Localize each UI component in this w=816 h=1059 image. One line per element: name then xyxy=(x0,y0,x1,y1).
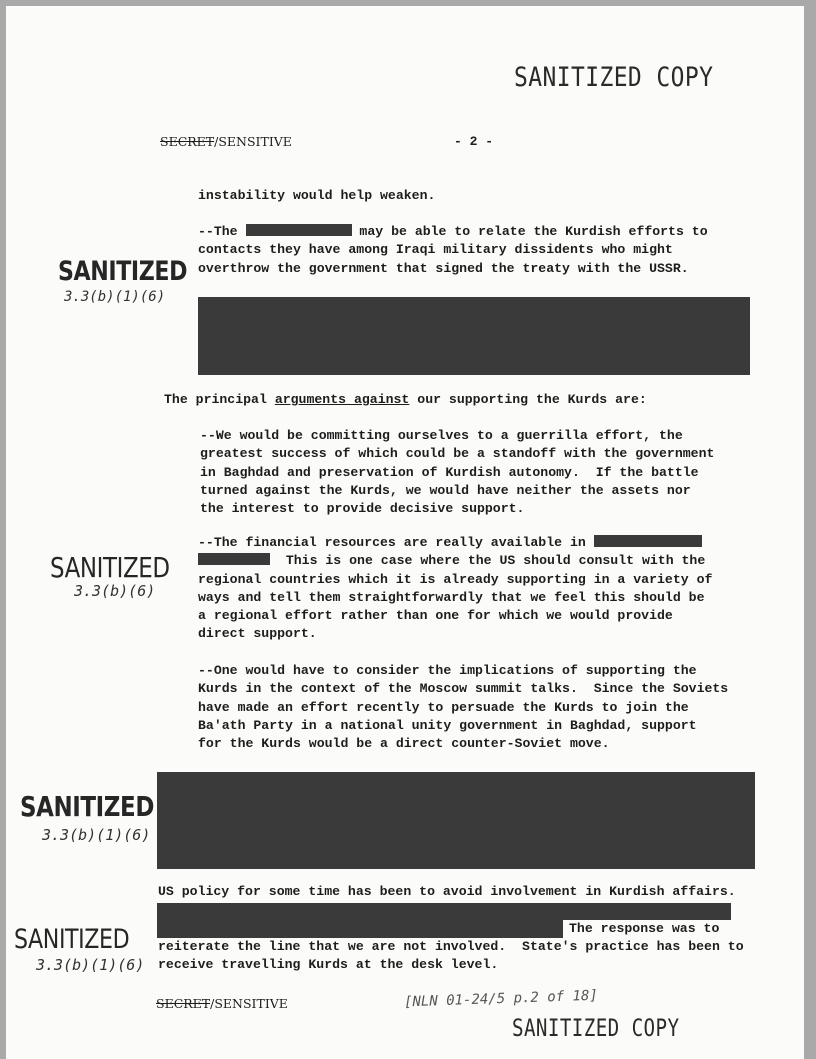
text-span: The principal xyxy=(164,392,267,407)
text-span: may be able to relate the Kurdish efforts to xyxy=(359,224,708,239)
text-span: greatest success of which could be a standoff with the government xyxy=(200,446,715,462)
redaction-block xyxy=(157,918,563,938)
text-span: Ba'ath Party in a national unity government in Baghdad, support xyxy=(198,717,697,733)
exemption-code: 3.3(b)(6) xyxy=(74,582,156,600)
footer-classification xyxy=(156,996,288,1011)
redaction-inline xyxy=(594,535,702,547)
text-span: have made an effort recently to persuade the Kurds to join the xyxy=(198,699,689,715)
arguments-intro xyxy=(164,391,647,409)
response-text: The response was to xyxy=(569,921,720,936)
sanitized-margin-stamp: SANITIZED xyxy=(14,924,130,955)
document-page xyxy=(6,6,804,1059)
text-span: direct support. xyxy=(198,626,317,642)
text-span: overthrow the government that signed the treaty with the USSR. xyxy=(198,260,689,276)
text-span: Kurds in the context of the Moscow summit talks. Since the Soviets xyxy=(198,681,729,697)
text-span: a regional effort rather than one for which we would provide xyxy=(198,608,673,624)
sanitized-copy-stamp-bottom: SANITIZED COPY xyxy=(512,1014,680,1042)
classification-struck: SECRET xyxy=(160,134,215,149)
header-classification xyxy=(160,134,292,149)
text-span: This is one case where the US should consult with the xyxy=(285,553,706,569)
text-span: --One would have to consider the implications of supporting the xyxy=(198,663,697,678)
page-number: - 2 - xyxy=(454,134,494,149)
argument-guerrilla xyxy=(200,427,714,518)
exemption-code: 3.3(b)(1)(6) xyxy=(64,289,166,305)
redaction-block xyxy=(198,297,750,375)
redaction-inline xyxy=(198,553,270,565)
text-span: turned against the Kurds, we would have neither the assets nor xyxy=(200,482,691,498)
classification-struck: SECRET xyxy=(156,996,211,1011)
text-line: receive travelling Kurds at the desk level. xyxy=(158,957,499,972)
text-span: in Baghdad and preservation of Kurdish autonomy. If the battle xyxy=(200,464,699,480)
text-line: reiterate the line that we are not involved. State's practice has been to xyxy=(158,939,744,954)
sanitized-margin-stamp: SANITIZED xyxy=(50,551,170,584)
text-span: regional countries which it is already supporting in a variety of xyxy=(198,571,713,587)
us-policy-line: US policy for some time has been to avoid involvement in Kurdish affairs. xyxy=(158,884,736,899)
text-span: --The financial resources are really available in xyxy=(198,535,586,550)
argument-moscow xyxy=(198,662,728,753)
text-span: ways and tell them straightforwardly that we feel this should be xyxy=(198,589,705,605)
text-span: the interest to provide decisive support. xyxy=(200,501,525,517)
sanitized-margin-stamp: SANITIZED xyxy=(20,790,154,823)
exemption-code: 3.3(b)(1)(6) xyxy=(42,826,151,844)
text-line: instability would help weaken. xyxy=(198,188,436,203)
text-span: for the Kurds would be a direct counter-Soviet move. xyxy=(198,736,610,752)
text-span: contacts they have among Iraqi military dissidents who might xyxy=(198,242,673,258)
sanitized-margin-stamp: SANITIZED xyxy=(58,256,188,287)
classification-rest: /SENSITIVE xyxy=(214,134,292,149)
text-span: --We would be committing ourselves to a guerrilla effort, the xyxy=(200,428,683,443)
exemption-code: 3.3(b)(1)(6) xyxy=(36,956,145,974)
argument-financial xyxy=(198,534,712,644)
handwritten-reference: [NLN 01-24/5 p.2 of 18] xyxy=(403,987,599,1011)
sanitized-copy-stamp-top: SANITIZED COPY xyxy=(514,62,714,93)
classification-rest: /SENSITIVE xyxy=(210,996,288,1011)
redaction-inline xyxy=(246,224,352,236)
redaction-block xyxy=(157,772,755,869)
text-span: our supporting the Kurds are: xyxy=(417,392,647,407)
paragraph-dissidents xyxy=(198,223,708,278)
text-span-underlined: arguments against xyxy=(274,392,410,407)
text-span: --The xyxy=(198,224,238,239)
